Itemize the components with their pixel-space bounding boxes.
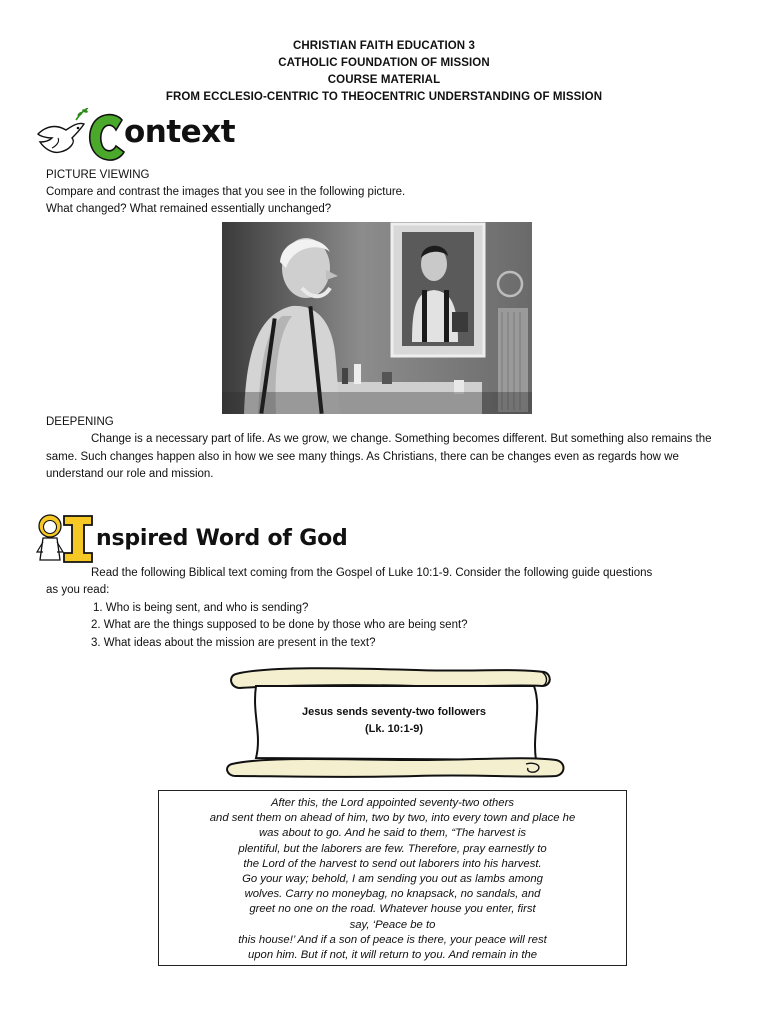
gospel-line: was about to go. And he said to them, “The harvest is (258, 827, 527, 840)
gospel-line: After this, the Lord appointed seventy-two others (270, 797, 515, 809)
gospel-line: greet no one on the road. Whatever house you enter, first (249, 903, 536, 916)
doc-title-line-1: CHRISTIAN FAITH EDUCATION 3 (292, 40, 476, 52)
doc-title-line-2: CATHOLIC FOUNDATION OF MISSION (278, 57, 490, 69)
gospel-line: wolves. Carry no moneybag, no knapsack, no sandals, and (244, 888, 541, 901)
guide-question-2: 2. What are the things supposed to be done by those who are being sent? (91, 619, 468, 631)
guide-question-1: 1. Who is being sent, and who is sending? (93, 602, 309, 614)
scroll-title-line-1: Jesus sends seventy-two followers (301, 706, 486, 718)
deepening-paragraph: Change is a necessary part of life. As we grow, we change. Something becomes different. But something also remains the same. Such changes happen also in how we see many things. As Christians, there can be changes even as regards how we understand our role and mission. (46, 433, 712, 480)
praying-figure-icon (34, 512, 104, 564)
picture-instruction-2: What changed? What remained essentially unchanged? (46, 203, 332, 215)
gospel-line: say, ‘Peace be to (349, 918, 436, 931)
gospel-line: this house!’ And if a son of peace is there, your peace will rest (238, 933, 547, 946)
gospel-line: upon him. But if not, it will return to you. And remain in the (247, 949, 538, 962)
doc-title-line-4: FROM ECCLESIO-CENTRIC TO THEOCENTRIC UNDERSTANDING OF MISSION (165, 91, 603, 103)
gospel-text-box (158, 790, 627, 966)
gospel-line: plentiful, but the laborers are few. Therefore, pray earnestly to (238, 842, 547, 855)
picture-viewing-label: PICTURE VIEWING (46, 169, 150, 181)
scroll-banner (226, 664, 566, 782)
reading-intro-line-1: Read the following Biblical text coming from the Gospel of Luke 10:1-9. Consider the following guide questions (91, 567, 653, 579)
inspired-word-logo-text: nspired Word of God (96, 526, 348, 551)
context-logo-text: ontext (124, 114, 236, 150)
gospel-line: the Lord of the harvest to send out laborers into his harvest. (243, 857, 542, 870)
deepening-label: DEEPENING (46, 416, 114, 428)
scroll-title-line-2: (Lk. 10:1-9) (364, 723, 424, 735)
doc-title-line-3: COURSE MATERIAL (327, 74, 441, 86)
context-logo (36, 108, 236, 166)
guide-question-3: 3. What ideas about the mission are present in the text? (91, 637, 376, 649)
reading-intro-line-2: as you read: (46, 584, 110, 596)
inspired-word-logo (34, 512, 374, 564)
picture-instruction-1: Compare and contrast the images that you see in the following picture. (46, 186, 406, 198)
gospel-line: Go your way; behold, I am sending you out as lambs among (242, 873, 543, 886)
mirror-photo (222, 222, 532, 414)
gospel-line: and sent them on ahead of him, two by two, into every town and place he (209, 812, 576, 825)
